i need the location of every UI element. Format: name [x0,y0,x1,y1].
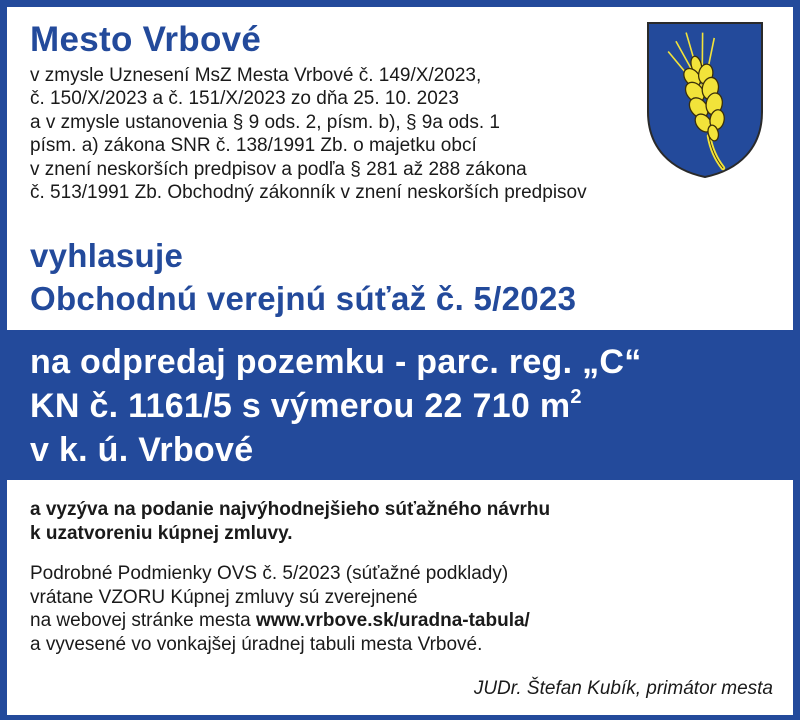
legal-basis-line: v zmysle Uznesení MsZ Mesta Vrbové č. 149/X/2023, [30,65,482,86]
subject-line: v k. ú. Vrbové [30,431,254,469]
announce-verb: vyhlasuje [30,237,184,274]
parcel-area: KN č. 1161/5 s výmerou 22 710 m [30,387,571,425]
subject-line: na odpredaj pozemku - parc. reg. „C“ [30,343,642,381]
subject-banner [7,330,793,480]
invitation-text [30,498,550,545]
conditions-line: a vyvesené vo vonkajšej úradnej tabuli mesta Vrbové. [30,633,483,655]
subject-text [30,340,642,472]
subject-line [30,384,642,428]
website-prefix: na webovej stránke mesta [30,610,257,631]
legal-basis-text [30,64,680,204]
legal-basis-line: č. 513/1991 Zb. Obchodný zákonník v znení neskorších predpisov [30,182,587,204]
competition-title: Obchodnú verejnú súťaž č. 5/2023 [30,280,577,317]
legal-basis-line: č. 150/X/2023 a č. 151/X/2023 zo dňa 25. 10. 2023 [30,88,459,110]
bottom-border [7,715,793,720]
coat-of-arms-icon [645,20,765,180]
competition-heading [30,234,576,320]
conditions-line [30,609,530,633]
invitation-line: k uzatvoreniu kúpnej zmluvy. [30,522,293,544]
town-title: Mesto Vrbové [30,20,262,59]
conditions-line: vrátane VZORU Kúpnej zmluvy sú zverejnené [30,586,418,608]
conditions-text [30,562,530,656]
mayor-signature: JUDr. Štefan Kubík, primátor mesta [473,678,773,699]
top-border [7,0,793,7]
legal-basis-line: písm. a) zákona SNR č. 138/1991 Zb. o majetku obcí [30,135,477,157]
invitation-line: a vyzýva na podanie najvýhodnejšieho súťažného návrhu [30,499,551,520]
crest-shield [648,23,762,177]
website-link[interactable]: www.vrbove.sk/uradna-tabula/ [256,610,530,631]
legal-basis-line: v znení neskorších predpisov a podľa § 281 až 288 zákona [30,158,527,180]
conditions-line: Podrobné Podmienky OVS č. 5/2023 (súťažné podklady) [30,563,509,584]
legal-basis-line: a v zmysle ustanovenia § 9 ods. 2, písm. b), § 9a ods. 1 [30,111,500,133]
area-unit-exponent: 2 [570,386,582,408]
